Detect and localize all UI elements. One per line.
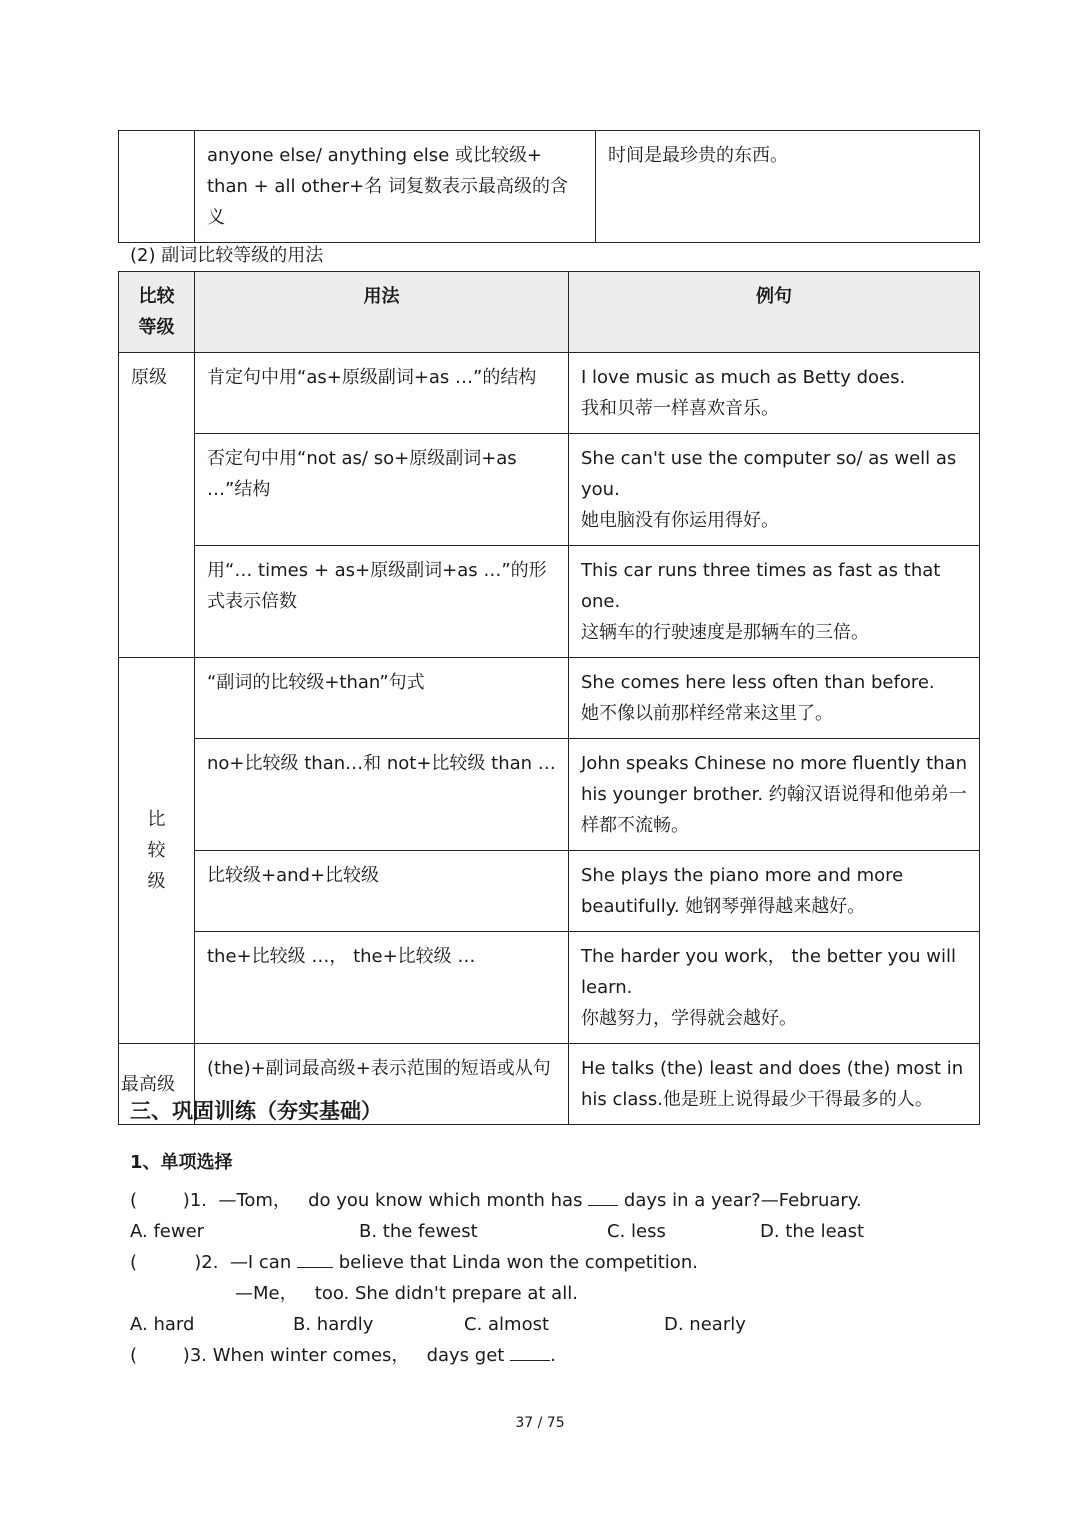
option-c[interactable]: C. almost xyxy=(464,1314,550,1335)
question-stem-end: . xyxy=(550,1345,556,1366)
section3-title: 三、巩固训练（夯实基础） xyxy=(130,1099,382,1123)
example-cn: 她电脑没有你运用得好。 xyxy=(581,510,779,531)
example-cell xyxy=(569,932,980,1044)
question-1 xyxy=(130,1187,862,1215)
example-en: She comes here less often than before. xyxy=(581,672,935,693)
example-en: This car runs three times as fast as that one. xyxy=(581,560,941,612)
example-cell xyxy=(569,546,980,658)
group-positive: 原级 xyxy=(119,353,195,658)
example-cell xyxy=(569,353,980,434)
usage-cell: 否定句中用“not as/ so+原级副词+as …”结构 xyxy=(195,434,569,546)
example-cell xyxy=(569,434,980,546)
example-cell: John speaks Chinese no more fluently than his younger brother. 约翰汉语说得和他弟弟一样都不流畅。 xyxy=(569,739,980,851)
continued-example-cell: 时间是最珍贵的东西。 xyxy=(596,131,980,243)
usage-cell: 用“… times + as+原级副词+as …”的形式表示倍数 xyxy=(195,546,569,658)
question-stem: 3. When winter comes， days get xyxy=(189,1345,511,1366)
option-a[interactable]: A. fewer xyxy=(130,1221,205,1242)
adverb-comparison-table xyxy=(118,271,980,1125)
question-stem-end: days in a year?—February. xyxy=(618,1190,862,1211)
question-stem: 2. —I can xyxy=(201,1252,297,1273)
header-usage: 用法 xyxy=(195,272,569,353)
example-cell: She plays the piano more and more beautifully. 她钢琴弹得越来越好。 xyxy=(569,851,980,932)
example-cn: 她不像以前那样经常来这里了。 xyxy=(581,703,833,724)
example-en: I love music as much as Betty does. xyxy=(581,367,906,388)
answer-blank xyxy=(510,1342,550,1361)
option-d[interactable]: D. the least xyxy=(760,1221,865,1242)
page-number: 37 / 75 xyxy=(515,1415,565,1431)
usage-cell: the+比较级 …， the+比较级 … xyxy=(195,932,569,1044)
answer-blank xyxy=(297,1249,333,1268)
answer-paren[interactable]: ( ) xyxy=(130,1345,190,1366)
section-label: (2) 副词比较等级的用法 xyxy=(130,245,324,266)
usage-cell: 肯定句中用“as+原级副词+as …”的结构 xyxy=(195,353,569,434)
question-2 xyxy=(130,1249,698,1277)
option-b[interactable]: B. hardly xyxy=(293,1314,374,1335)
answer-paren[interactable]: ( ) xyxy=(130,1252,202,1273)
example-cn: 你越努力，学得就会越好。 xyxy=(581,1008,797,1029)
header-example: 例句 xyxy=(569,272,980,353)
usage-cell: (the)+副词最高级+表示范围的短语或从句 xyxy=(195,1044,569,1125)
question-3 xyxy=(130,1342,556,1370)
subsection-title: 1、单项选择 xyxy=(130,1152,233,1173)
example-cell xyxy=(569,658,980,739)
answer-blank xyxy=(588,1187,618,1206)
usage-cell: no+比较级 than…和 not+比较级 than … xyxy=(195,739,569,851)
continued-table xyxy=(118,130,980,243)
group-comparative-label: 比较级 xyxy=(147,809,166,892)
option-c[interactable]: C. less xyxy=(607,1221,666,1242)
question-2-reply: —Me， too. She didn't prepare at all. xyxy=(235,1283,578,1304)
continued-cell-empty xyxy=(119,131,195,243)
question-stem: 1. —Tom， do you know which month has xyxy=(189,1190,589,1211)
option-d[interactable]: D. nearly xyxy=(664,1314,746,1335)
example-cell: He talks (the) least and does (the) most in his class.他是班上说得最少干得最多的人。 xyxy=(569,1044,980,1125)
option-a[interactable]: A. hard xyxy=(130,1314,195,1335)
example-en: The harder you work， the better you will learn. xyxy=(581,946,957,998)
usage-cell: “副词的比较级+than”句式 xyxy=(195,658,569,739)
answer-paren[interactable]: ( ) xyxy=(130,1190,190,1211)
group-comparative xyxy=(119,658,195,1044)
example-cn: 这辆车的行驶速度是那辆车的三倍。 xyxy=(581,622,869,643)
header-degree: 比较等级 xyxy=(119,272,195,353)
option-b[interactable]: B. the fewest xyxy=(359,1221,478,1242)
example-en: She can't use the computer so/ as well as you. xyxy=(581,448,957,500)
continued-usage-cell: anyone else/ anything else 或比较级+ than + all other+名 词复数表示最高级的含义 xyxy=(195,131,596,243)
group-superlative: 最高级 xyxy=(119,1044,195,1125)
question-stem-end: believe that Linda won the competition. xyxy=(332,1252,698,1273)
example-cn: 我和贝蒂一样喜欢音乐。 xyxy=(581,398,779,419)
usage-cell: 比较级+and+比较级 xyxy=(195,851,569,932)
